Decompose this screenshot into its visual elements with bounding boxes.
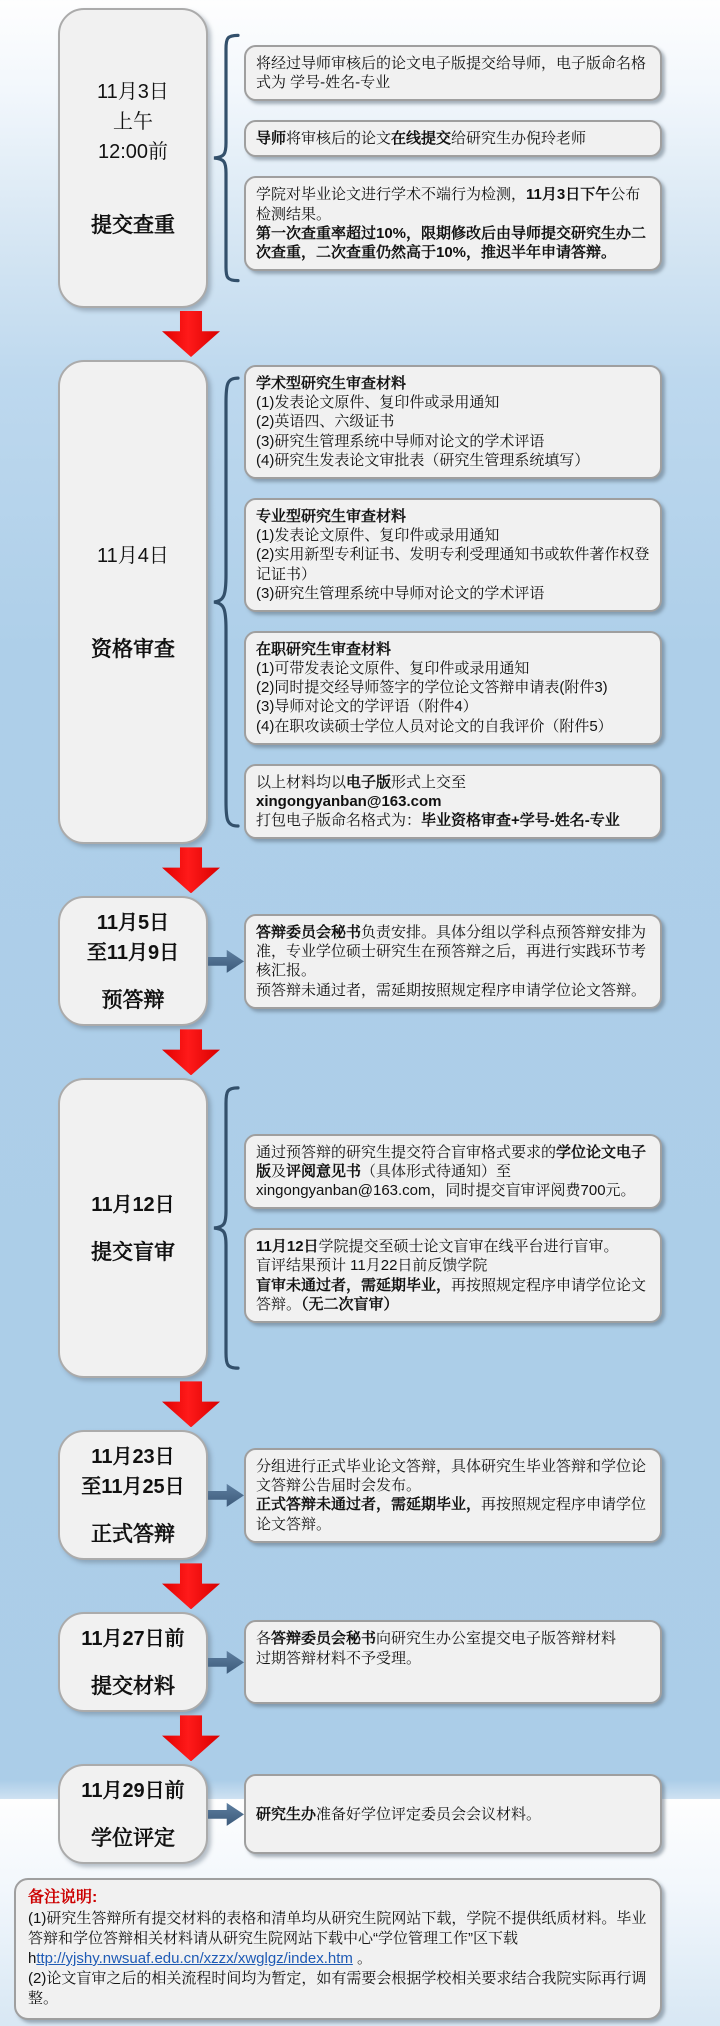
stage-date: 11月27日前 [81, 1628, 185, 1651]
arrow-connector [208, 896, 244, 1026]
detail-column [244, 896, 662, 1026]
stage-row-submit-materials [58, 1612, 662, 1712]
right-arrow-icon [208, 1802, 244, 1826]
detail-column [244, 1078, 662, 1378]
right-arrow-icon [208, 949, 244, 973]
stage-row-pre-defense [58, 896, 662, 1026]
stage-date: 11月29日前 [81, 1780, 185, 1803]
notes-box [14, 1878, 662, 2020]
detail-box: 以上材料均以电子版形式上交至xingongyanban@163.com 打包电子版命名格式为：毕业资格审查+学号-姓名-专业 [244, 764, 662, 840]
stage-box-submit-materials [58, 1612, 208, 1712]
stage-date: 11月4日 [97, 545, 169, 568]
stage-row-formal-defense [58, 1430, 662, 1560]
arrow-connector [208, 1764, 244, 1864]
stage-box-pre-defense [58, 896, 208, 1026]
stage-date: 11月23日 至11月25日 [81, 1446, 185, 1499]
detail-column [244, 360, 662, 844]
notes-title: 备注说明: [28, 1889, 98, 1907]
stage-row-qualification-review [58, 360, 662, 844]
stage-row-blind-review [58, 1078, 662, 1378]
stage-row-degree-evaluation [58, 1764, 662, 1864]
stage-row-plagiarism-check [58, 8, 662, 308]
detail-column [244, 1764, 662, 1864]
brace-icon [211, 372, 241, 832]
detail-box: 答辩委员会秘书负责安排。具体分组以学科点预答辩安排为准，专业学位硕士研究生在预答辩之后，再进行实践环节考核汇报。 预答辩未通过者，需延期按照规定程序申请学位论文答辩。 [244, 914, 662, 1009]
down-arrow-icon [162, 1381, 220, 1427]
down-arrow-icon [162, 1563, 220, 1609]
detail-column [244, 1430, 662, 1560]
down-arrow-icon [162, 1029, 220, 1075]
detail-box: 专业型研究生审查材料 (1)发表论文原件、复印件或录用通知 (2)实用新型专利证书、发明专利受理通知书或软件著作权登记证书） (3)研究生管理系统中导师对论文的学术评语 [244, 498, 662, 612]
stage-box-degree-evaluation [58, 1764, 208, 1864]
down-arrow-icon [162, 311, 220, 357]
stage-name: 资格审查 [91, 638, 175, 662]
detail-box: 研究生办 准备好学位评定委员会会议材料。 [244, 1774, 662, 1854]
stage-name: 提交查重 [91, 214, 175, 237]
stage-box-formal-defense [58, 1430, 208, 1560]
stage-date: 11月5日 至11月9日 [86, 912, 180, 965]
down-arrow-icon [162, 1715, 220, 1761]
brace-icon [211, 32, 241, 284]
brace-connector [208, 360, 244, 844]
detail-column [244, 8, 662, 308]
detail-column [244, 1612, 662, 1712]
detail-box: 各答辩委员会秘书向研究生办公室提交电子版答辩材料 过期答辩材料不予受理。 [244, 1620, 662, 1704]
arrow-connector [208, 1612, 244, 1712]
detail-box: 分组进行正式毕业论文答辩，具体研究生毕业答辩和学位论文答辩公告届时会发布。 正式答辩未通过者，需延期毕业，再按照规定程序申请学位论文答辩。 [244, 1448, 662, 1543]
stage-name: 学位评定 [91, 1827, 175, 1851]
arrow-connector [208, 1430, 244, 1560]
down-arrow-icon [162, 847, 220, 893]
detail-box: 在职研究生审查材料 (1)可带发表论文原件、复印件或录用通知 (2)同时提交经导师签字的学位论文答辩申请表(附件3) (3)导师对论文的学评语（附件4） (4)在职攻读硕士学位人员对论文的自我评价（附件5） [244, 631, 662, 745]
detail-box: 学术型研究生审查材料 (1)发表论文原件、复印件或录用通知 (2)英语四、六级证书 (3)研究生管理系统中导师对论文的学术评语 (4)研究生发表论文审批表（研究生管理系统填写） [244, 365, 662, 479]
stage-box-blind-review [58, 1078, 208, 1378]
right-arrow-icon [208, 1483, 244, 1507]
stage-date: 11月12日 [91, 1194, 175, 1217]
stage-box-plagiarism-check [58, 8, 208, 308]
detail-box: 将经过导师审核后的论文电子版提交给导师，电子版命名格式为 学号-姓名-专业 [244, 45, 662, 101]
stage-name: 提交材料 [91, 1675, 175, 1699]
brace-icon [211, 1084, 241, 1372]
detail-box: 学院对毕业论文进行学术不端行为检测，11月3日下午公布检测结果。 第一次查重率超过10%，限期修改后由导师提交研究生办二次查重，二次查重仍然高于10%，推迟半年申请答辩。 [244, 176, 662, 271]
stage-name: 提交盲审 [91, 1241, 175, 1265]
detail-box: 导师将审核后的论文在线提交给研究生办倪玲老师 [244, 120, 662, 157]
stage-name: 正式答辩 [91, 1523, 175, 1547]
right-arrow-icon [208, 1650, 244, 1674]
notes-body: (1)研究生答辩所有提交材料的表格和清单均从研究生院网站下载，学院不提供纸质材料。毕业答辩和学位答辩相关材料请从研究生院网站下载中心“学位管理工作”区下载 http://yjshy.nwsuaf.edu.cn/xzzx/xwglgz/index.htm 。 (2)论文盲审之后的相关流程时间均为暂定，如有需要会根据学校相关要求结合我院实际再行调整。 [28, 1909, 647, 2008]
stage-box-qualification-review [58, 360, 208, 844]
brace-connector [208, 8, 244, 308]
stage-name: 预答辩 [101, 989, 165, 1013]
brace-connector [208, 1078, 244, 1378]
stage-date: 11月3日 上午 12:00前 [97, 81, 169, 163]
detail-box: 通过预答辩的研究生提交符合盲审格式要求的学位论文电子版及评阅意见书（具体形式待通知）至 xingongyanban@163.com，同时提交盲审评阅费700元。 [244, 1134, 662, 1210]
materials-download-link[interactable]: ttp://yjshy.nwsuaf.edu.cn/xzzx/xwglgz/index.htm [36, 1950, 353, 1967]
detail-box: 11月12日学院提交至硕士论文盲审在线平台进行盲审。 盲评结果预计 11月22日前反馈学院 盲审未通过者，需延期毕业，再按照规定程序申请学位论文答辩。（无二次盲审） [244, 1228, 662, 1323]
